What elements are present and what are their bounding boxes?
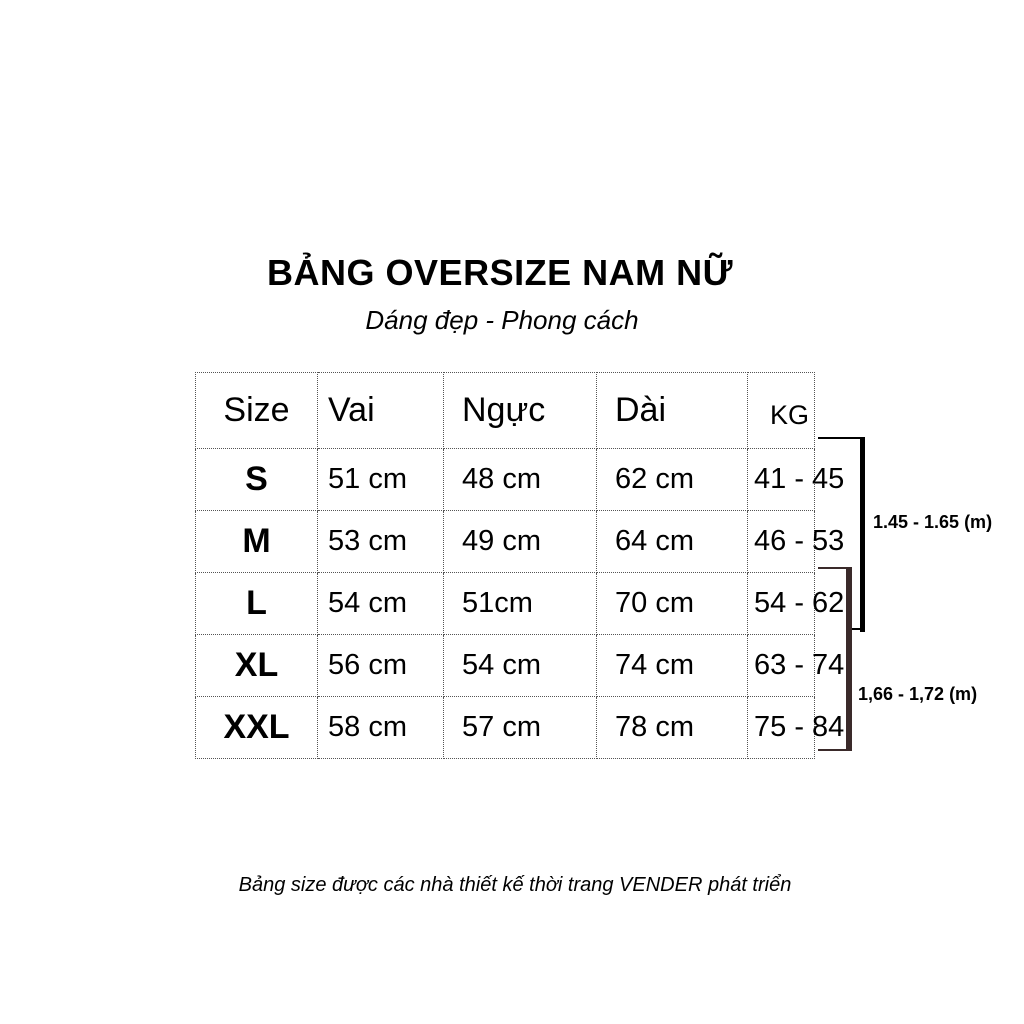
kg-cell: 41 - 45 xyxy=(748,449,815,511)
table-header-row xyxy=(196,373,815,449)
kg-cell: 46 - 53 xyxy=(748,511,815,573)
size-cell: L xyxy=(196,573,318,635)
height-range-bracket-2 xyxy=(818,567,852,751)
kg-cell: 63 - 74 xyxy=(748,635,815,697)
nguc-cell: 54 cm xyxy=(444,635,597,697)
header-kg: KG xyxy=(748,373,815,449)
header-dai: Dài xyxy=(597,373,748,449)
size-cell: XL xyxy=(196,635,318,697)
vai-cell: 53 cm xyxy=(318,511,444,573)
dai-cell: 64 cm xyxy=(597,511,748,573)
vai-cell: 54 cm xyxy=(318,573,444,635)
nguc-cell: 57 cm xyxy=(444,697,597,759)
size-cell: XXL xyxy=(196,697,318,759)
header-nguc: Ngực xyxy=(444,373,597,449)
footer-note: Bảng size được các nhà thiết kế thời trang VENDER phát triển xyxy=(238,874,792,896)
nguc-cell: 48 cm xyxy=(444,449,597,511)
vai-cell: 56 cm xyxy=(318,635,444,697)
kg-cell: 75 - 84 xyxy=(748,697,815,759)
page-title: BẢNG OVERSIZE NAM NỮ xyxy=(267,252,733,293)
size-cell: S xyxy=(196,449,318,511)
height-range-label-2: 1,66 - 1,72 (m) xyxy=(858,684,978,704)
nguc-cell: 49 cm xyxy=(444,511,597,573)
size-cell: M xyxy=(196,511,318,573)
table-row xyxy=(196,449,815,511)
table-row xyxy=(196,511,815,573)
dai-cell: 70 cm xyxy=(597,573,748,635)
kg-cell: 54 - 62 xyxy=(748,573,815,635)
header-size: Size xyxy=(196,373,318,449)
height-range-label-1: 1.45 - 1.65 (m) xyxy=(873,512,993,532)
header-vai: Vai xyxy=(318,373,444,449)
nguc-cell: 51cm xyxy=(444,573,597,635)
height-range-bracket-1-foot xyxy=(850,628,865,630)
vai-cell: 51 cm xyxy=(318,449,444,511)
dai-cell: 78 cm xyxy=(597,697,748,759)
vai-cell: 58 cm xyxy=(318,697,444,759)
table-row xyxy=(196,635,815,697)
dai-cell: 62 cm xyxy=(597,449,748,511)
size-table xyxy=(195,372,845,759)
table-row xyxy=(196,697,815,759)
page-subtitle: Dáng đẹp - Phong cách xyxy=(365,305,639,335)
dai-cell: 74 cm xyxy=(597,635,748,697)
table-row xyxy=(196,573,815,635)
